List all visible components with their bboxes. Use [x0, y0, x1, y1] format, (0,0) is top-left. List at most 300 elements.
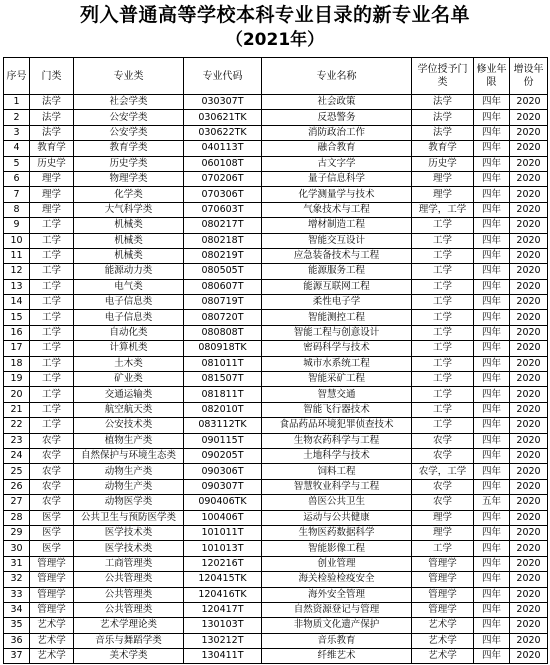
major-class-cell: 电气类 — [74, 279, 184, 294]
degree-cell: 工学 — [412, 248, 474, 263]
category-cell: 理学 — [30, 202, 74, 217]
degree-cell: 管理学 — [412, 587, 474, 602]
index-cell: 25 — [4, 464, 30, 479]
major-code-cell: 081811T — [184, 387, 262, 402]
index-cell: 22 — [4, 418, 30, 433]
duration-cell: 四年 — [474, 464, 510, 479]
index-cell: 36 — [4, 633, 30, 648]
index-cell: 8 — [4, 202, 30, 217]
year-cell: 2020 — [510, 356, 548, 371]
table-row — [4, 202, 548, 217]
table-row — [4, 125, 548, 140]
category-cell: 法学 — [30, 95, 74, 110]
category-cell: 理学 — [30, 187, 74, 202]
duration-cell: 四年 — [474, 187, 510, 202]
index-cell: 5 — [4, 156, 30, 171]
major-class-cell: 自动化类 — [74, 325, 184, 340]
degree-cell: 工学 — [412, 310, 474, 325]
duration-cell: 四年 — [474, 587, 510, 602]
degree-cell: 理学，工学 — [412, 202, 474, 217]
major-class-cell: 航空航天类 — [74, 402, 184, 417]
index-cell: 37 — [4, 649, 30, 664]
table-row — [4, 187, 548, 202]
major-code-cell: 120417T — [184, 602, 262, 617]
index-cell: 31 — [4, 556, 30, 571]
degree-cell: 农学 — [412, 495, 474, 510]
major-code-cell: 080219T — [184, 248, 262, 263]
index-cell: 32 — [4, 572, 30, 587]
major-code-cell: 040113T — [184, 141, 262, 156]
major-class-cell: 工商管理类 — [74, 556, 184, 571]
major-name-cell: 智慧交通 — [262, 387, 412, 402]
category-cell: 理学 — [30, 171, 74, 186]
year-cell: 2020 — [510, 187, 548, 202]
table-row — [4, 372, 548, 387]
duration-cell: 四年 — [474, 633, 510, 648]
table-row — [4, 325, 548, 340]
major-class-cell: 公共管理类 — [74, 572, 184, 587]
major-class-cell: 公安学类 — [74, 125, 184, 140]
index-cell: 2 — [4, 110, 30, 125]
major-code-cell: 080720T — [184, 310, 262, 325]
major-name-cell: 反恐警务 — [262, 110, 412, 125]
major-name-cell: 量子信息科学 — [262, 171, 412, 186]
index-cell: 11 — [4, 248, 30, 263]
degree-cell: 法学 — [412, 110, 474, 125]
degree-cell: 工学 — [412, 279, 474, 294]
major-name-cell: 化学测量学与技术 — [262, 187, 412, 202]
major-class-cell: 电子信息类 — [74, 295, 184, 310]
index-cell: 15 — [4, 310, 30, 325]
major-name-cell: 食品药品环境犯罪侦查技术 — [262, 418, 412, 433]
major-class-cell: 机械类 — [74, 218, 184, 233]
category-cell: 工学 — [30, 295, 74, 310]
year-cell: 2020 — [510, 310, 548, 325]
major-name-cell: 纤维艺术 — [262, 649, 412, 664]
index-cell: 13 — [4, 279, 30, 294]
major-class-cell: 艺术学理论类 — [74, 618, 184, 633]
major-name-cell: 生物医药数据科学 — [262, 525, 412, 540]
degree-cell: 艺术学 — [412, 649, 474, 664]
table-row — [4, 433, 548, 448]
degree-cell: 工学 — [412, 233, 474, 248]
degree-cell: 管理学 — [412, 602, 474, 617]
major-code-cell: 090205T — [184, 448, 262, 463]
category-cell: 工学 — [30, 233, 74, 248]
category-cell: 历史学 — [30, 156, 74, 171]
table-row — [4, 218, 548, 233]
year-cell: 2020 — [510, 95, 548, 110]
category-cell: 艺术学 — [30, 649, 74, 664]
major-code-cell: 070603T — [184, 202, 262, 217]
duration-cell: 四年 — [474, 510, 510, 525]
major-name-cell: 气象技术与工程 — [262, 202, 412, 217]
table-row — [4, 310, 548, 325]
duration-cell: 四年 — [474, 218, 510, 233]
major-code-cell: 080218T — [184, 233, 262, 248]
index-cell: 28 — [4, 510, 30, 525]
duration-cell: 四年 — [474, 602, 510, 617]
category-cell: 管理学 — [30, 556, 74, 571]
year-cell: 2020 — [510, 233, 548, 248]
category-cell: 管理学 — [30, 587, 74, 602]
major-class-cell: 自然保护与环境生态类 — [74, 448, 184, 463]
major-name-cell: 能源互联网工程 — [262, 279, 412, 294]
index-cell: 27 — [4, 495, 30, 510]
major-code-cell: 101011T — [184, 525, 262, 540]
degree-cell: 农学 — [412, 433, 474, 448]
major-class-cell: 社会学类 — [74, 95, 184, 110]
category-cell: 工学 — [30, 356, 74, 371]
table-row — [4, 541, 548, 556]
index-cell: 34 — [4, 602, 30, 617]
major-code-cell: 090307T — [184, 479, 262, 494]
duration-cell: 四年 — [474, 341, 510, 356]
major-code-cell: 030307T — [184, 95, 262, 110]
duration-cell: 四年 — [474, 525, 510, 540]
category-cell: 管理学 — [30, 602, 74, 617]
category-cell: 农学 — [30, 433, 74, 448]
year-cell: 2020 — [510, 325, 548, 340]
major-name-cell: 音乐教育 — [262, 633, 412, 648]
duration-cell: 四年 — [474, 295, 510, 310]
category-cell: 工学 — [30, 218, 74, 233]
year-cell: 2020 — [510, 218, 548, 233]
table-row — [4, 110, 548, 125]
index-cell: 1 — [4, 95, 30, 110]
index-cell: 23 — [4, 433, 30, 448]
index-cell: 26 — [4, 479, 30, 494]
table-row — [4, 171, 548, 186]
major-code-cell: 082010T — [184, 402, 262, 417]
duration-cell: 四年 — [474, 541, 510, 556]
major-code-cell: 080607T — [184, 279, 262, 294]
major-code-cell: 090406TK — [184, 495, 262, 510]
year-cell: 2020 — [510, 495, 548, 510]
major-name-cell: 自然资源登记与管理 — [262, 602, 412, 617]
table-row — [4, 602, 548, 617]
table-row — [4, 510, 548, 525]
category-cell: 教育学 — [30, 141, 74, 156]
degree-cell: 工学 — [412, 387, 474, 402]
year-cell: 2020 — [510, 418, 548, 433]
major-name-cell: 土地科学与技术 — [262, 448, 412, 463]
index-cell: 7 — [4, 187, 30, 202]
category-cell: 工学 — [30, 418, 74, 433]
major-code-cell: 081011T — [184, 356, 262, 371]
major-code-cell: 090306T — [184, 464, 262, 479]
index-cell: 17 — [4, 341, 30, 356]
category-cell: 工学 — [30, 264, 74, 279]
major-class-cell: 机械类 — [74, 233, 184, 248]
year-cell: 2020 — [510, 602, 548, 617]
major-name-cell: 智能工程与创意设计 — [262, 325, 412, 340]
year-cell: 2020 — [510, 479, 548, 494]
degree-cell: 理学 — [412, 525, 474, 540]
category-cell: 农学 — [30, 464, 74, 479]
major-class-cell: 公安技术类 — [74, 418, 184, 433]
duration-cell: 四年 — [474, 125, 510, 140]
index-cell: 9 — [4, 218, 30, 233]
index-cell: 30 — [4, 541, 30, 556]
index-cell: 24 — [4, 448, 30, 463]
table-row — [4, 402, 548, 417]
category-cell: 农学 — [30, 495, 74, 510]
degree-cell: 农学，工学 — [412, 464, 474, 479]
major-name-cell: 运动与公共健康 — [262, 510, 412, 525]
major-class-cell: 计算机类 — [74, 341, 184, 356]
major-code-cell: 120216T — [184, 556, 262, 571]
category-cell: 工学 — [30, 248, 74, 263]
table-row — [4, 495, 548, 510]
major-class-cell: 电子信息类 — [74, 310, 184, 325]
category-cell: 工学 — [30, 341, 74, 356]
degree-cell: 法学 — [412, 95, 474, 110]
major-class-cell: 音乐与舞蹈学类 — [74, 633, 184, 648]
duration-cell: 四年 — [474, 572, 510, 587]
duration-cell: 四年 — [474, 95, 510, 110]
category-cell: 工学 — [30, 279, 74, 294]
major-name-cell: 饲料工程 — [262, 464, 412, 479]
year-cell: 2020 — [510, 202, 548, 217]
duration-cell: 四年 — [474, 433, 510, 448]
duration-cell: 四年 — [474, 372, 510, 387]
table-row — [4, 649, 548, 664]
year-cell: 2020 — [510, 541, 548, 556]
duration-cell: 四年 — [474, 156, 510, 171]
major-code-cell: 120415TK — [184, 572, 262, 587]
major-class-cell: 公共管理类 — [74, 602, 184, 617]
major-code-cell: 130411T — [184, 649, 262, 664]
major-class-cell: 物理学类 — [74, 171, 184, 186]
table-row — [4, 418, 548, 433]
year-cell: 2020 — [510, 372, 548, 387]
major-code-cell: 080918TK — [184, 341, 262, 356]
degree-cell: 工学 — [412, 295, 474, 310]
table-row — [4, 95, 548, 110]
degree-cell: 理学 — [412, 171, 474, 186]
document-title: 列入普通高等学校本科专业目录的新专业名单 — [79, 4, 470, 26]
duration-cell: 四年 — [474, 171, 510, 186]
table-row — [4, 448, 548, 463]
degree-cell: 艺术学 — [412, 633, 474, 648]
major-code-cell: 080719T — [184, 295, 262, 310]
major-class-cell: 机械类 — [74, 248, 184, 263]
degree-cell: 历史学 — [412, 156, 474, 171]
table-row — [4, 141, 548, 156]
duration-cell: 四年 — [474, 233, 510, 248]
category-cell: 医学 — [30, 541, 74, 556]
major-code-cell: 120416TK — [184, 587, 262, 602]
index-cell: 21 — [4, 402, 30, 417]
major-name-cell: 能源服务工程 — [262, 264, 412, 279]
column-header-year: 增设年份 — [510, 58, 548, 95]
duration-cell: 四年 — [474, 402, 510, 417]
major-name-cell: 柔性电子学 — [262, 295, 412, 310]
index-cell: 3 — [4, 125, 30, 140]
table-row — [4, 633, 548, 648]
category-cell: 工学 — [30, 402, 74, 417]
degree-cell: 教育学 — [412, 141, 474, 156]
duration-cell: 四年 — [474, 310, 510, 325]
index-cell: 18 — [4, 356, 30, 371]
major-class-cell: 交通运输类 — [74, 387, 184, 402]
table-row — [4, 156, 548, 171]
index-cell: 35 — [4, 618, 30, 633]
major-name-cell: 智能交互设计 — [262, 233, 412, 248]
degree-cell: 工学 — [412, 341, 474, 356]
degree-cell: 艺术学 — [412, 618, 474, 633]
table-row — [4, 341, 548, 356]
year-cell: 2020 — [510, 618, 548, 633]
major-class-cell: 动物医学类 — [74, 495, 184, 510]
major-code-cell: 060108T — [184, 156, 262, 171]
degree-cell: 理学 — [412, 187, 474, 202]
major-class-cell: 教育学类 — [74, 141, 184, 156]
year-cell: 2020 — [510, 525, 548, 540]
major-class-cell: 大气科学类 — [74, 202, 184, 217]
year-cell: 2020 — [510, 649, 548, 664]
duration-cell: 四年 — [474, 418, 510, 433]
degree-cell: 工学 — [412, 356, 474, 371]
degree-cell: 法学 — [412, 125, 474, 140]
major-code-cell: 090115T — [184, 433, 262, 448]
index-cell: 10 — [4, 233, 30, 248]
category-cell: 法学 — [30, 110, 74, 125]
degree-cell: 工学 — [412, 325, 474, 340]
table-row — [4, 233, 548, 248]
column-header-major-name: 专业名称 — [262, 58, 412, 95]
major-name-cell: 融合教育 — [262, 141, 412, 156]
major-name-cell: 密码科学与技术 — [262, 341, 412, 356]
year-cell: 2020 — [510, 402, 548, 417]
year-cell: 2020 — [510, 341, 548, 356]
duration-cell: 五年 — [474, 495, 510, 510]
duration-cell: 四年 — [474, 556, 510, 571]
year-cell: 2020 — [510, 587, 548, 602]
duration-cell: 四年 — [474, 110, 510, 125]
major-name-cell: 非物质文化遗产保护 — [262, 618, 412, 633]
column-header-major-code: 专业代码 — [184, 58, 262, 95]
table-row — [4, 464, 548, 479]
table-row — [4, 556, 548, 571]
table-row — [4, 479, 548, 494]
category-cell: 农学 — [30, 479, 74, 494]
table-row — [4, 572, 548, 587]
degree-cell: 工学 — [412, 372, 474, 387]
major-class-cell: 矿业类 — [74, 372, 184, 387]
major-code-cell: 080505T — [184, 264, 262, 279]
major-class-cell: 公安学类 — [74, 110, 184, 125]
major-name-cell: 应急装备技术与工程 — [262, 248, 412, 263]
major-class-cell: 医学技术类 — [74, 541, 184, 556]
table-row — [4, 525, 548, 540]
category-cell: 管理学 — [30, 572, 74, 587]
duration-cell: 四年 — [474, 141, 510, 156]
major-code-cell: 130212T — [184, 633, 262, 648]
degree-cell: 工学 — [412, 218, 474, 233]
category-cell: 工学 — [30, 325, 74, 340]
duration-cell: 四年 — [474, 649, 510, 664]
year-cell: 2020 — [510, 448, 548, 463]
column-header-major-class: 专业类 — [74, 58, 184, 95]
degree-cell: 工学 — [412, 402, 474, 417]
table-row — [4, 387, 548, 402]
duration-cell: 四年 — [474, 448, 510, 463]
year-cell: 2020 — [510, 464, 548, 479]
table-row — [4, 279, 548, 294]
duration-cell: 四年 — [474, 279, 510, 294]
major-code-cell: 070306T — [184, 187, 262, 202]
year-cell: 2020 — [510, 572, 548, 587]
year-cell: 2020 — [510, 279, 548, 294]
degree-cell: 理学 — [412, 510, 474, 525]
major-code-cell: 100406T — [184, 510, 262, 525]
column-header-category: 门类 — [30, 58, 74, 95]
major-class-cell: 化学类 — [74, 187, 184, 202]
major-code-cell: 130103T — [184, 618, 262, 633]
category-cell: 农学 — [30, 448, 74, 463]
major-class-cell: 动物生产类 — [74, 479, 184, 494]
degree-cell: 农学 — [412, 479, 474, 494]
year-cell: 2020 — [510, 295, 548, 310]
index-cell: 16 — [4, 325, 30, 340]
table-row — [4, 264, 548, 279]
major-code-cell: 030622TK — [184, 125, 262, 140]
major-code-cell: 081507T — [184, 372, 262, 387]
major-name-cell: 消防政治工作 — [262, 125, 412, 140]
year-cell: 2020 — [510, 141, 548, 156]
major-class-cell: 植物生产类 — [74, 433, 184, 448]
category-cell: 工学 — [30, 310, 74, 325]
major-code-cell: 070206T — [184, 171, 262, 186]
index-cell: 19 — [4, 372, 30, 387]
category-cell: 工学 — [30, 372, 74, 387]
major-name-cell: 古文字学 — [262, 156, 412, 171]
category-cell: 医学 — [30, 510, 74, 525]
major-code-cell: 083112TK — [184, 418, 262, 433]
major-name-cell: 创业管理 — [262, 556, 412, 571]
document-subtitle: （2021年） — [225, 30, 325, 50]
major-code-cell: 080217T — [184, 218, 262, 233]
major-name-cell: 智能采矿工程 — [262, 372, 412, 387]
major-name-cell: 城市水系统工程 — [262, 356, 412, 371]
year-cell: 2020 — [510, 387, 548, 402]
duration-cell: 四年 — [474, 479, 510, 494]
major-name-cell: 海关检验检疫安全 — [262, 572, 412, 587]
duration-cell: 四年 — [474, 387, 510, 402]
column-header-duration: 修业年限 — [474, 58, 510, 95]
table-row — [4, 618, 548, 633]
table-row — [4, 295, 548, 310]
major-name-cell: 社会政策 — [262, 95, 412, 110]
degree-cell: 管理学 — [412, 556, 474, 571]
major-class-cell: 医学技术类 — [74, 525, 184, 540]
duration-cell: 四年 — [474, 248, 510, 263]
table-header-row — [4, 58, 548, 95]
major-name-cell: 生物农药科学与工程 — [262, 433, 412, 448]
index-cell: 12 — [4, 264, 30, 279]
major-code-cell: 030621TK — [184, 110, 262, 125]
table-row — [4, 248, 548, 263]
category-cell: 艺术学 — [30, 618, 74, 633]
degree-cell: 工学 — [412, 264, 474, 279]
year-cell: 2020 — [510, 433, 548, 448]
major-class-cell: 能源动力类 — [74, 264, 184, 279]
major-code-cell: 080808T — [184, 325, 262, 340]
year-cell: 2020 — [510, 110, 548, 125]
year-cell: 2020 — [510, 156, 548, 171]
